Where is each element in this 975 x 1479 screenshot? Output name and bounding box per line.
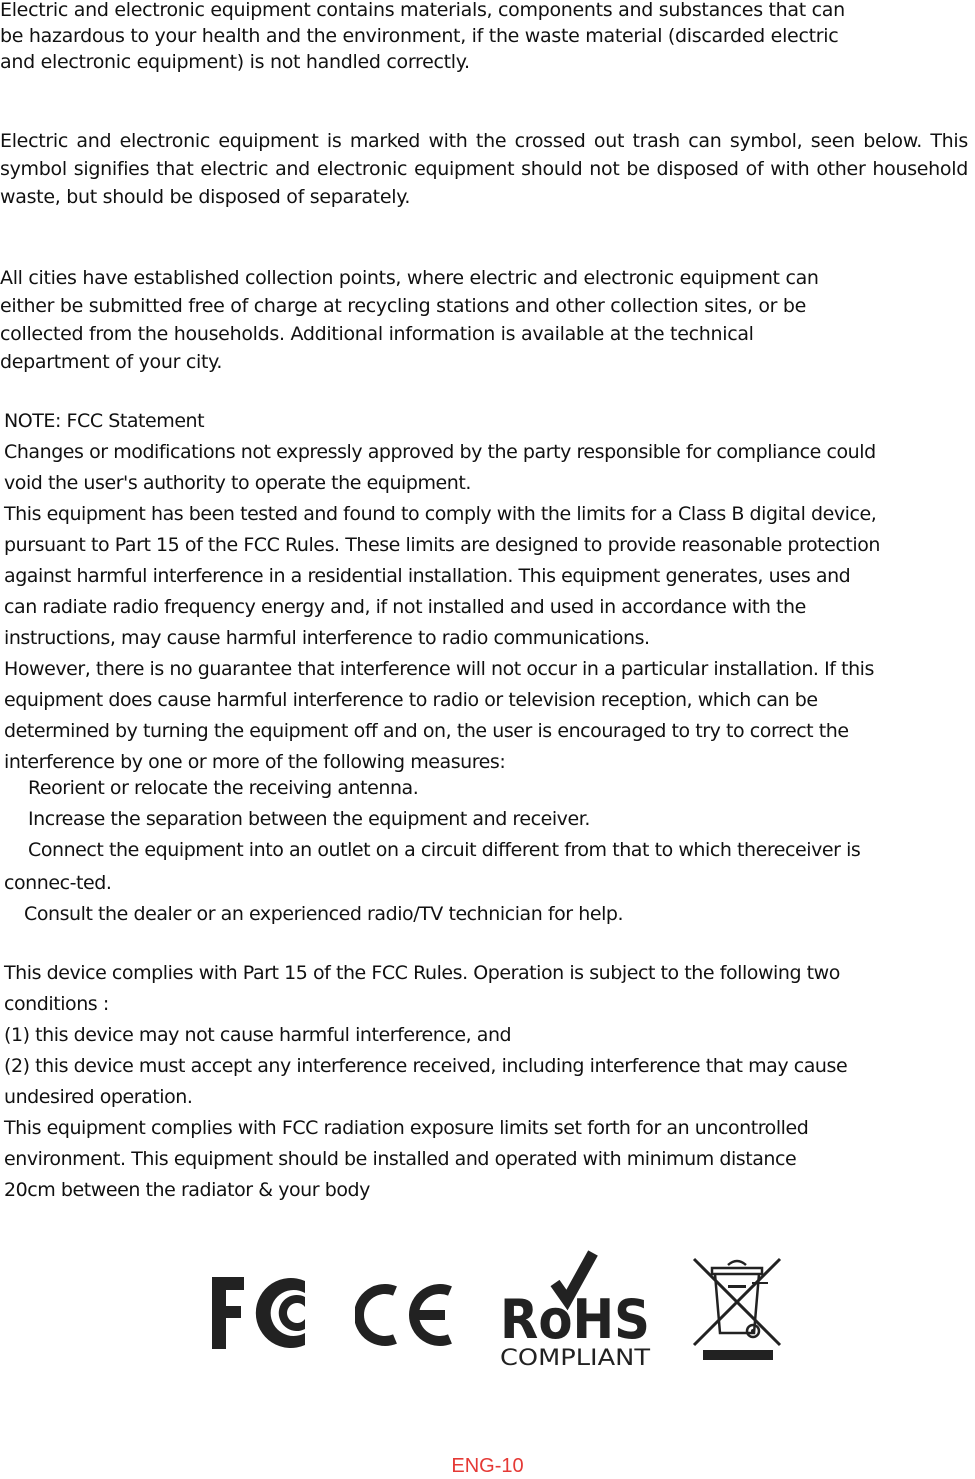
- fcc-line: This equipment has been tested and found to comply with the limits for a Class B digital device,: [4, 503, 877, 525]
- collection-line: All cities have established collection points, where electric and electronic equipment can: [0, 267, 819, 289]
- symbol-paragraph: Electric and electronic equipment is marked with the crossed out trash can symbol, seen below. This symbol signifies that electric and electronic equipment should not be disposed of with other household waste, but should be disposed of separately.: [0, 130, 968, 208]
- fcc-line: However, there is no guarantee that interference will not occur in a particular installation. If this: [4, 658, 874, 680]
- fcc-line: determined by turning the equipment off and on, the user is encouraged to try to correct the: [4, 720, 849, 742]
- measure-item: Consult the dealer or an experienced radio/TV technician for help.: [24, 903, 624, 925]
- fcc-line: void the user's authority to operate the equipment.: [4, 472, 471, 494]
- measure-item: Increase the separation between the equipment and receiver.: [28, 808, 590, 830]
- hazard-line: and electronic equipment) is not handled correctly.: [0, 51, 470, 73]
- measure-item: Reorient or relocate the receiving antenna.: [28, 777, 419, 799]
- collection-paragraph: [0, 264, 819, 376]
- compliance-line: 20cm between the radiator & your body: [4, 1179, 370, 1201]
- hazard-paragraph: [0, 0, 845, 75]
- fcc-statement: [4, 406, 880, 778]
- compliance-statement: [4, 958, 847, 1206]
- compliance-line: (2) this device must accept any interference received, including interference that may cause: [4, 1055, 848, 1077]
- collection-line: department of your city.: [0, 351, 223, 373]
- fcc-heading: NOTE: FCC Statement: [4, 410, 205, 432]
- compliance-line: environment. This equipment should be installed and operated with minimum distance: [4, 1148, 797, 1170]
- compliance-line: This device complies with Part 15 of the FCC Rules. Operation is subject to the following two: [4, 962, 840, 984]
- rohs-main-text: RoHS: [500, 1288, 650, 1351]
- hazard-line: Electric and electronic equipment contains materials, components and substances that can: [0, 0, 845, 21]
- measure-item-continuation: connec-ted.: [4, 872, 112, 894]
- fcc-line: pursuant to Part 15 of the FCC Rules. These limits are designed to provide reasonable protection: [4, 534, 880, 556]
- fcc-line: equipment does cause harmful interference to radio or television reception, which can be: [4, 689, 818, 711]
- fcc-line: Changes or modifications not expressly approved by the party responsible for compliance could: [4, 441, 876, 463]
- fcc-line: instructions, may cause harmful interference to radio communications.: [4, 627, 650, 649]
- rohs-logo-icon: [495, 1245, 660, 1370]
- compliance-line: conditions :: [4, 993, 109, 1015]
- ce-logo-icon: [355, 1283, 455, 1347]
- fcc-logo-icon: [210, 1277, 310, 1349]
- fcc-line: can radiate radio frequency energy and, if not installed and used in accordance with the: [4, 596, 806, 618]
- collection-line: collected from the households. Additional information is available at the technical: [0, 323, 754, 345]
- compliance-line: This equipment complies with FCC radiation exposure limits set forth for an uncontrolled: [4, 1117, 809, 1139]
- measure-item: Connect the equipment into an outlet on a circuit different from that to which thereceiver is: [28, 839, 861, 861]
- compliance-line: (1) this device may not cause harmful interference, and: [4, 1024, 512, 1046]
- collection-line: either be submitted free of charge at recycling stations and other collection sites, or be: [0, 295, 807, 317]
- page-number: ENG-10: [451, 1455, 524, 1477]
- hazard-line: be hazardous to your health and the environment, if the waste material (discarded electric: [0, 25, 839, 47]
- certification-logos: [205, 1245, 785, 1375]
- fcc-line: interference by one or more of the following measures:: [4, 751, 506, 773]
- weee-bin-icon: [690, 1253, 785, 1365]
- compliance-line: undesired operation.: [4, 1086, 193, 1108]
- rohs-sub-text: COMPLIANT: [500, 1346, 651, 1370]
- fcc-measures: [0, 773, 860, 930]
- fcc-line: against harmful interference in a residential installation. This equipment generates, uses and: [4, 565, 851, 587]
